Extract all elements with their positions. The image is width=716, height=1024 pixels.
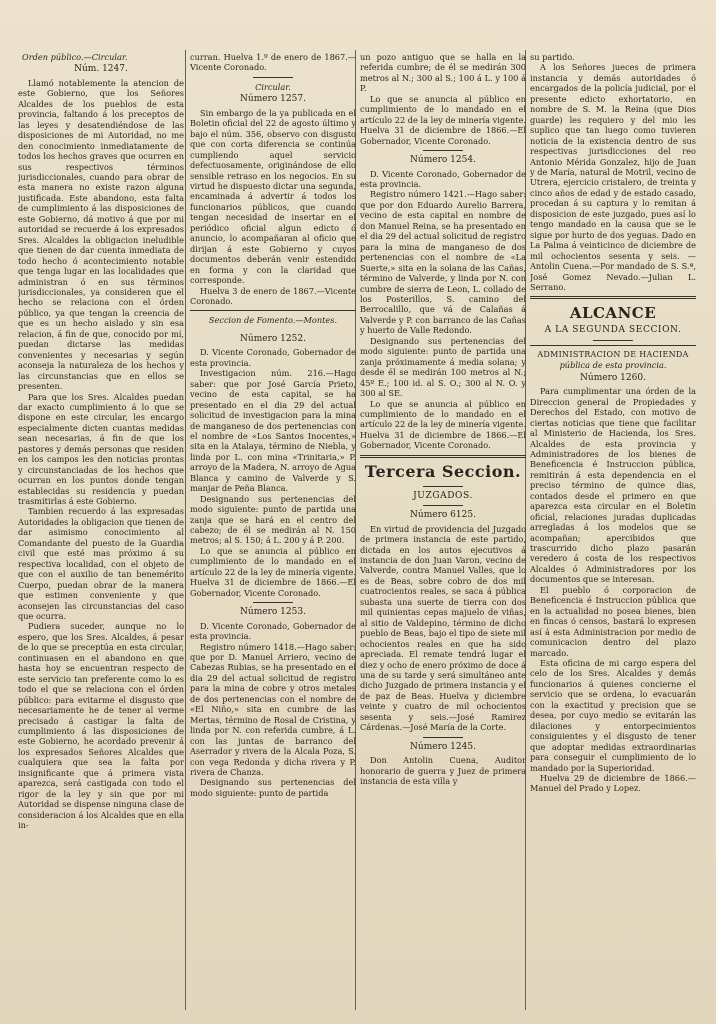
paragraph: Designando sus pertenencias del modo siguiente: punto de partida una zanja que se hará en el centro del cabezo; de él se medirán al N. 150 metros; al S. 150; á L. 200 y á P. 200. [190,493,356,546]
subsection-title: JUZGADOS. [413,490,473,501]
separator-rule [190,310,356,311]
separator-rule [423,737,463,738]
column-1 [18,52,184,1012]
separator-rule [423,150,463,151]
paragraph: Sin embargo de la ya publicada en el Boletin oficial del 22 de agosto último y bajo el núm. 356, observo con disgusto que con corta diferencia se continúa cumpliendo aquel servicio defectuosamente, originándose de ello sensible retraso en los negocios. En su virtud he dispuesto dictar una segunda, encaminada á advertir á todos los funcionarios públicos, que cuando tengan necesidad de insertar en el periódico oficial algun edicto ó anuncio, lo acompañaran al oficio que dirijan á este Gobierno y cuyos documentos deberán venir estendido en forma y con la claridad que corresponde. [190,107,356,286]
paragraph: Lo que se anuncia al público en cumplimiento de lo mandado en el artículo 22 de la ley de minería vigente. Huelva 31 de diciembre de 1866.—El Gobernador, Vicente Coronado. [360,93,526,146]
separator-rule [253,602,293,603]
separator-rule [360,455,526,458]
paragraph: Lo que se anuncia al público en cumplimiento de lo mandado en el artículo 22 de la ley de minería vigente. Huelva 31 de diciembre de 1866.—El Gobernador, Vicente Coronado. [190,545,356,598]
column-2 [190,52,356,1012]
column-3 [360,52,526,1012]
notice-number: Número 1253. [240,607,306,618]
separator-rule [253,77,293,78]
paragraph: En virtud de providencia del Juzgado de primera instancia de este partido, dictada en los autos ejecutivos á instancia de don Juan Varon, vecino de Valverde, contra Manuel Valles, que lo es de Beas, sobre cobro de dos mil cuatrocientos reales, se saca á pública subasta una suerte de tierra con dos mil quinientas cepas majuelo de viñas, al sitio de Valdepino, término de dicho pueblo de Beas, bajo el tipo de siete mil ochocientos reales en que ha sido apreciada. El remate tendrá lugar el diez y ocho de enero próximo de doce á una de su tarde y será simultáneo ante dicho Juzgado de primera instancia y el de paz de Beas. Huelva y diciembre veinte y cuatro de mil ochocientos sesenta y seis.—José Ramirez Cárdenas.—José María de la Corte. [360,523,526,733]
notice-number: Número 6125. [410,510,476,521]
section-title: Tercera Seccion. [364,461,522,481]
paragraph: Don Antolin Cuena, Auditor honorario de guerra y Juez de primera instancia de esta villa y [360,755,526,787]
section-title: ALCANCE [569,304,657,323]
paragraph: Lo que se anuncia al público en cumplimiento de lo mandado en el artículo 22 de la ley de minería vigente. Huelva 31 de diciembre de 1866.—El Gobernador, Vicente Coronado. [360,398,526,451]
paragraph: Designando sus pertenencias del modo siguiente: punto de partida [190,777,356,798]
notice-number: Número 1245. [410,741,476,752]
paragraph: Registro número 1418.—Hago saber: que por D. Manuel Arriero, vecino de Cabezas Rubias, se ha presentado en el dia 29 del actual solicitud de registro para la mina de cobre y otros metales de dos pertenencias con el nombre de «El Niño,» sita en cumbre de las Mertas, término de Rosal de Cristina, y linda por N. con referida cumbre, á L. con las juntas de barranco del Aserrador y rivera de la Alcala Poza, S. con vega Redonda y dicha rivera y P. rivera de Chanza. [190,641,356,777]
separator-rule [530,296,696,299]
office-subtitle: pública de esta provincia. [559,360,667,371]
office-title: ADMINISTRACION DE HACIENDA [537,349,689,359]
paragraph: A los Señores jueces de primera instancia y demás autoridades ó encargados de la policía judicial, por el presente edicto exhortatorio, en nombre de S. M. la Reina (que Dios guarde) les requiero y del mio les suplico que tan luego como tuvieren noticia de la existencia dentro de sus respectivas jurisdicciones del reo Antonio Mérida Gonzalez, hijo de Juan y de María, natural de Motril, vecino de Utrera, ejercicio cristalero, de treinta y cinco años de edad y de estado casado, procedan á su captura y lo remitan á disposicion de este juzgado, pues así lo tengo mandado en la causa que se le sigue por hurto de dos yeguas. Dado en La Palma á veinticinco de diciembre de mil ochocientos sesenta y seis. —Antolin Cuena.—Por mandado de S. S.ª, José Gomez Nevado.—Julian L. Serrano. [530,62,696,292]
separator-rule [423,505,463,506]
column-divider [185,50,186,1010]
paragraph: Registro número 1421.—Hago saber: que por don Eduardo Aurelio Barrera, vecino de esta capital en nombre de don Manuel Reina, se ha presentado en el dia 29 del actual solicitud de registro para la mina de manganeso de dos pertenencias con el nombre de «La Suerte,» sita en la solana de las Cañas, término de Valverde, y linda por N. con cumbre de sierra de Leon, L. collado de los Posterillos, S. camino del Berrocalillo, que vá de Calañas á Valverde y P. con barranco de las Cañas y huerto de Valle Redondo. [360,189,526,336]
column-4 [530,52,696,1012]
notice-number: Número 1252. [240,333,306,344]
paragraph: Designando sus pertenencias del modo siguiente: punto de partida una zanja próximamente á media solana; y desde él se medirán 100 metros al N.; 45º E.; 100 id. al S. O.; 300 al N. O. y 300 al SE. [360,335,526,399]
paragraph: Pudiera suceder, aunque no lo espero, que los Sres. Alcaldes, á pesar de lo que se preceptúa en esta circular, continuasen en el abandono en que hasta hoy se encuentran respecto de este servicio tan preferente como lo es todo el que se relaciona con el órden público: para evitarme el disgusto que necesariamente he de tener al verme precisado á castigar la falta de cumplimiento á las disposiciones de este Gobierno, he acordado prevenir á los expresados Señores Alcaldes que cualquiera que sea la falta por insignificante que á primera vista aparezca, será castigada con todo el rigor de la ley y sin que por mi Autoridad se dispense ninguna clase de consideracion á los Alcaldes que en ella in- [18,621,184,831]
notice-heading: D. Vicente Coronado, Gobernador de esta provincia. [190,620,356,642]
circular-header: Circular. [255,81,291,92]
paragraph: Llamó notablemente la atencion de este Gobierno, que los Señores Alcaldes de los pueblos de esta provincia, faltando á los preceptos de las leyes y desatendiéndose de las disposiciones de mi Autoridad, no me den conocimiento inmediatamente de todos los hechos graves que ocurren en sus respectivos términos jurisdiccionales, cuando para obrar de esta manera no existe razon alguna justificada. Este abandono, esta falta de cumplimiento á las disposiciones de este Gobierno, dá motivo á que por mi autoridad se recuerde á los expresados Sres. Alcaldes la obligacion ineludible que tienen de dar cuenta inmediata de todo hecho ó acontecimiento notable que tenga lugar en las localidades que administran ó en sus términos jurisdiccionales, ya consideren que el hecho se relaciona con el órden público, ya que tengan la creencia de que es un hecho aislado y sin esa relacion, á fin de que, conocido por mí, puedan dictarse las medidas convenientes y necesarias y según aconseja la naturaleza de los hechos y las circunstancias que en ellos se presenten. [18,77,184,392]
paragraph: su partido. [530,52,575,62]
signature: Huelva 29 de diciembre de 1866.—Manuel del Prado y Lopez. [530,773,696,794]
section-header: Seccion de Fomento.—Montes. [208,315,338,326]
separator-rule [593,340,633,341]
paragraph: Para cumplimentar una órden de la Direccion general de Propiedades y Derechos del Estado, con motivo de ciertas noticias que tiene que facilitar al Ministerio de Hacienda, los Sres. Alcaldes de esta provincia y Administradores de los bienes de Beneficencia é Instruccion pública, remitirán á esta dependencia en el preciso término de quince dias, contados desde el primero en que aparezca esta circular en el Boletin oficial, relaciones juradas duplicadas arregladas á los modelos que se acompañan; apercibidos que trascurrido dicho plazo pasarán veredero á costa de los respectivos Alcaldes ó Administradores por los documentos que se interesan. [530,386,696,585]
paragraph: El pueblo ó corporacion de Beneficencia é Instruccion pública que en la actualidad no posea bienes, bien en fincas ó censos, bastará lo expresen así á esta Administracion por medio de comunicacion dentro del plazo marcado. [530,584,696,658]
paragraph: Tambien recuerdo á las expresadas Autoridades la obligacion que tienen de dar asimismo conocimiento al Comandante del puesto de la Guardia civil que esté mas próximo á su respectiva localidad, con el objeto de que con el auxilio de tan benemérito Cuerpo, puedan obrar de la manera que estimen conveniente y que aconsejen las circunstancias del caso que ocurra. [18,506,184,622]
paragraph: curran. Huelva 1.º de enero de 1867.—Vicente Coronado. [190,52,356,73]
signature: Huelva 3 de enero de 1867.—Vicente Coronado. [190,285,356,306]
notice-number: Núm. 1247. [74,64,128,75]
notice-number: Número 1257. [240,94,306,105]
notice-number: Número 1260. [580,372,646,383]
paragraph: Para que los Sres. Alcaldes puedan dar exacto cumplimiento á lo que se dispone en este circular, les encargo especialmente dicten cuantas medidas sean necesarias, á fin de que los pastores y demás personas que residen en los campos les den noticias prontas y circunstanciadas de los hechos que ocurran en los puntos donde tengan establecidas su residencia y puedan trasmitirlas á este Gobierno. [18,391,184,507]
notice-number: Número 1254. [410,155,476,166]
paragraph: un pozo antiguo que se halla en la referida cumbre; de él se medirán 300 metros al N.; 300 al S.; 100 á L. y 100 á P. [360,52,526,94]
section-header: Orden público.—Circular. [22,52,128,62]
separator-rule [530,345,696,346]
paragraph: Esta oficina de mi cargo espera del celo de los Sres. Alcaldes y demás funcionarios á quienes concierne el servicio que se ordena, lo evacuarán con la exactitud y precision que se desea, por cuyo medio se evitarán las dilaciones y entorpecimientos consiguientes y el disgusto de tener que adoptar medidas extraordinarias para conseguir el cumplimiento de lo mandado por la Superioridad. [530,658,696,773]
separator-rule [423,486,463,487]
subsection-title: A LA SEGUNDA SECCION. [544,325,682,336]
notice-heading: D. Vicente Coronado, Gobernador de esta provincia. [360,168,526,189]
notice-heading: D. Vicente Coronado, Gobernador de esta provincia. [190,347,356,368]
paragraph: Investigacion núm. 216.—Hago saber: que por José García Prieto, vecino de esta capital, se ha presentado en el dia 29 del actual solicitud de investigacion para la mina de manganeso de dos pertenencias con el nombre de «Los Santos Inocentes,» sita en la Atalaya, término de Niebla, y linda por L. con mina «Trinitaria,» P. arroyo de la Madera, N. arroyo de Agua Blanca y camino de Valverde y S. manjar de Peña Blanca. [190,368,356,494]
